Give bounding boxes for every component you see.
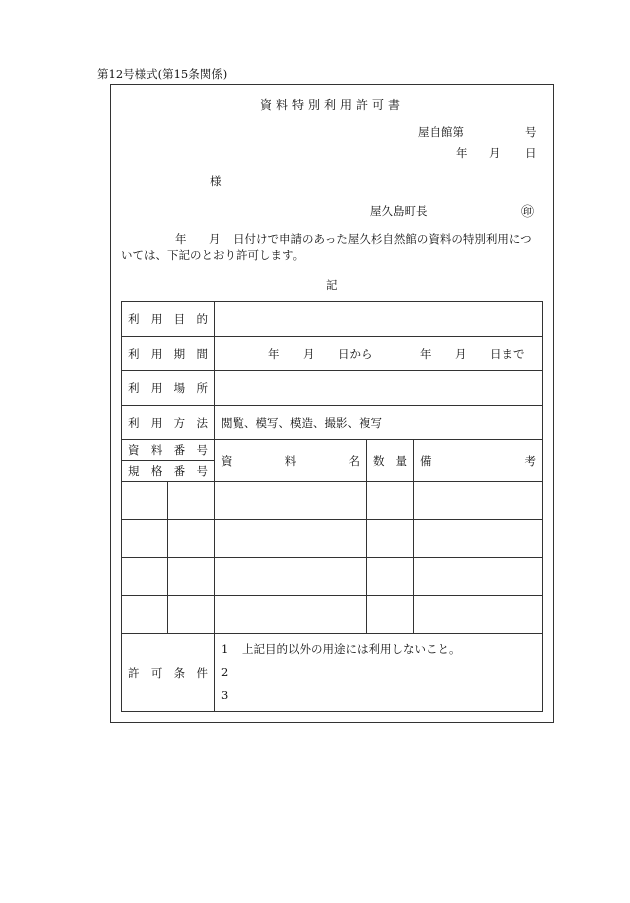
material-name-char-1: 資 — [221, 453, 233, 468]
period-end-month: 月 — [455, 347, 467, 361]
condition-number-3: 3 — [221, 688, 229, 702]
condition-item-1 — [221, 638, 536, 661]
doc-number-prefix: 屋自館第 — [418, 125, 464, 139]
purpose-value-cell — [215, 302, 543, 337]
item-row — [122, 596, 543, 634]
body-text-line2: いては、下記のとおり許可します。 — [121, 248, 305, 262]
spec-number-header — [122, 461, 215, 482]
material-number-header — [122, 440, 215, 461]
place-value-cell — [215, 371, 543, 406]
item-row — [122, 520, 543, 558]
date-day: 日 — [525, 146, 537, 160]
quantity-header — [367, 440, 414, 482]
remarks-label — [420, 453, 536, 469]
period-end-year: 年 — [420, 347, 432, 361]
conditions-label: 許 可 条 件 — [128, 665, 208, 680]
material-name-header — [215, 440, 367, 482]
period-end-day: 日まで — [490, 347, 525, 361]
body-month: 月 — [209, 232, 221, 246]
date-year: 年 — [456, 146, 468, 160]
header-row-1 — [122, 440, 543, 461]
addressee-suffix: 様 — [210, 174, 222, 188]
body-year: 年 — [175, 232, 187, 246]
period-start-month: 月 — [303, 347, 315, 361]
period-value-cell — [215, 337, 543, 371]
purpose-label-cell — [122, 302, 215, 337]
place-row — [122, 371, 543, 406]
material-name-char-2: 料 — [284, 453, 297, 468]
issuer-title: 屋久島町長 — [370, 204, 428, 218]
condition-item-2 — [221, 661, 536, 684]
ki-heading: 記 — [326, 278, 338, 292]
spec-number-label: 規 格 番 号 — [128, 464, 208, 478]
period-label: 利 用 期 間 — [128, 346, 208, 361]
body-text-line1: 日付けで申請のあった屋久杉自然館の資料の特別利用につ — [233, 232, 532, 246]
method-label-cell — [122, 406, 215, 440]
period-start-day: 日から — [338, 347, 373, 361]
purpose-row — [122, 302, 543, 337]
method-label: 利 用 方 法 — [128, 415, 208, 430]
period-label-cell — [122, 337, 215, 371]
condition-text-1: 上記目的以外の用途には利用しないこと。 — [241, 642, 461, 656]
remarks-header — [414, 440, 543, 482]
date-month: 月 — [489, 146, 501, 160]
method-value: 閲覧、模写、模造、撮影、複写 — [215, 406, 543, 440]
period-row — [122, 337, 543, 371]
form-number-label: 第12号様式(第15条関係) — [97, 67, 228, 81]
document-title: 資料特別利用許可書 — [259, 98, 404, 112]
remarks-char-2: 考 — [524, 453, 537, 468]
item-row — [122, 558, 543, 596]
place-label-cell — [122, 371, 215, 406]
period-start-year: 年 — [268, 347, 280, 361]
conditions-row — [122, 634, 543, 712]
remarks-char-1: 備 — [420, 453, 432, 468]
conditions-list — [215, 634, 543, 712]
item-row — [122, 482, 543, 520]
method-row — [122, 406, 543, 440]
material-name-label — [221, 453, 360, 469]
conditions-label-cell — [122, 634, 215, 712]
purpose-label: 利 用 目 的 — [128, 312, 208, 326]
doc-number-suffix: 号 — [525, 125, 537, 139]
permit-table — [121, 301, 543, 712]
quantity-label: 数 量 — [373, 453, 407, 468]
condition-number-1: 1 — [221, 642, 229, 656]
material-name-char-3: 名 — [348, 453, 360, 468]
place-label: 利 用 場 所 — [128, 381, 208, 395]
seal-mark: ㊞ — [521, 205, 535, 220]
condition-item-3 — [221, 684, 536, 707]
material-number-label: 資 料 番 号 — [128, 443, 208, 457]
condition-number-2: 2 — [221, 665, 229, 679]
